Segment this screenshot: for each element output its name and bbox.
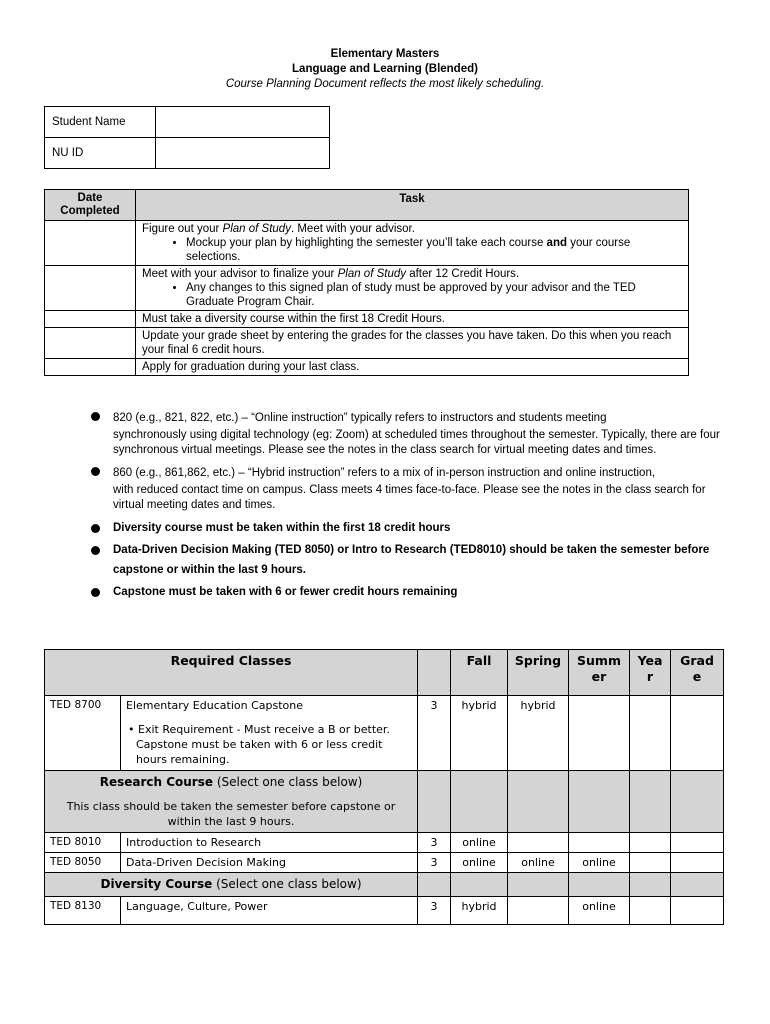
note-research: Data-Driven Decision Making (TED 8050) or Intro to Research (TED8010) should be taken the semester before capstone or within the last 9 hours. <box>88 540 728 580</box>
year-cell[interactable] <box>630 853 671 873</box>
fall-cell: online <box>451 833 508 853</box>
task-cell: Must take a diversity course within the first 18 Credit Hours. <box>136 311 689 328</box>
spring-cell: hybrid <box>508 696 569 771</box>
fall-cell: hybrid <box>451 897 508 925</box>
grade-cell[interactable] <box>671 853 724 873</box>
task-row <box>45 311 689 328</box>
fall-cell: online <box>451 853 508 873</box>
credits: 3 <box>418 833 451 853</box>
task-bullet: • Mockup your plan by highlighting the semester you’ll take each course and your course selections. <box>186 236 682 264</box>
spring-header: Spring <box>508 650 569 696</box>
grade-cell[interactable] <box>671 897 724 925</box>
diversity-section-cell: Diversity Course (Select one class below) <box>45 873 418 897</box>
bullet-icon <box>91 467 100 476</box>
note-hybrid-instruction: 860 (e.g., 861,862, etc.) – “Hybrid instruction” refers to a mix of in-person instruction and online instruction, with reduced contact time on campus. Class meets 4 times face-to-face. Please see the notes in the class search for virtual meeting dates and times. <box>88 463 728 513</box>
summer-cell <box>569 696 630 771</box>
task-row <box>45 266 689 311</box>
program-title: Elementary Masters <box>330 48 440 60</box>
program-subtitle: Language and Learning (Blended) <box>292 63 478 75</box>
task-row <box>45 221 689 266</box>
task-cell: Update your grade sheet by entering the grades for the classes you have taken. Do this when you reach your final 6 credit hours. <box>136 328 689 359</box>
note-capstone: Capstone must be taken with 6 or fewer credit hours remaining <box>88 582 728 602</box>
student-name-label: Student Name <box>45 107 156 138</box>
date-completed-cell[interactable] <box>45 359 136 376</box>
fall-cell: hybrid <box>451 696 508 771</box>
document-description: Course Planning Document reflects the most likely scheduling. <box>225 78 545 90</box>
task-header: Task <box>136 190 689 221</box>
date-completed-cell[interactable] <box>45 328 136 359</box>
section-header-research <box>45 771 724 833</box>
year-header: Yea r <box>630 650 671 696</box>
summer-cell: online <box>569 897 630 925</box>
research-section-cell: Research Course (Select one class below) This class should be taken the semester before capstone or within the last 9 hours. <box>45 771 418 833</box>
section-header-diversity <box>45 873 724 897</box>
bullet-icon <box>91 588 100 597</box>
task-cell: Meet with your advisor to finalize your Plan of Study after 12 Credit Hours. • Any changes to this signed plan of study must be approved by your advisor and the TED Graduate Program Chair. <box>136 266 689 311</box>
nu-id-label: NU ID <box>45 138 156 169</box>
course-code: TED 8700 <box>45 696 121 771</box>
date-completed-cell[interactable] <box>45 311 136 328</box>
summer-cell <box>569 833 630 853</box>
note-diversity: Diversity course must be taken within the first 18 credit hours <box>88 518 728 538</box>
required-classes-header: Required Classes <box>45 650 418 696</box>
note-online-instruction: 820 (e.g., 821, 822, etc.) – “Online instruction” typically refers to instructors and students meeting synchronously using digital technology (eg: Zoom) at scheduled times throughout the semester. Typically, there are four synchronous virtual meetings. Please see the notes in the class search for virtual meeting dates and times. <box>88 408 728 458</box>
spring-cell <box>508 897 569 925</box>
grade-header: Grad e <box>671 650 724 696</box>
date-completed-cell[interactable] <box>45 266 136 311</box>
bullet-icon <box>91 524 100 533</box>
course-title-cell <box>121 696 418 771</box>
table-row <box>45 897 724 925</box>
spring-cell: online <box>508 853 569 873</box>
grade-cell[interactable] <box>671 696 724 771</box>
credits-header <box>418 650 451 696</box>
year-cell[interactable] <box>630 897 671 925</box>
task-cell: Apply for graduation during your last class. <box>136 359 689 376</box>
credits: 3 <box>418 897 451 925</box>
bullet-icon <box>91 546 100 555</box>
year-cell[interactable] <box>630 833 671 853</box>
course-code: TED 8130 <box>45 897 121 925</box>
date-completed-cell[interactable] <box>45 221 136 266</box>
course-title: Data-Driven Decision Making <box>121 853 418 873</box>
task-row <box>45 359 689 376</box>
bullet-icon <box>91 412 100 421</box>
spring-cell <box>508 833 569 853</box>
student-info-table <box>44 106 330 169</box>
task-bullet: • Any changes to this signed plan of study must be approved by your advisor and the TED Graduate Program Chair. <box>186 281 682 309</box>
credits: 3 <box>418 696 451 771</box>
table-row <box>45 696 724 771</box>
task-table <box>44 189 689 376</box>
summer-header: Summ er <box>569 650 630 696</box>
date-completed-header: Date Completed <box>45 190 136 221</box>
course-title: Language, Culture, Power <box>121 897 418 925</box>
year-cell[interactable] <box>630 696 671 771</box>
course-note: • Exit Requirement - Must receive a B or better. Capstone must be taken with 6 or less credit hours remaining. <box>128 723 390 766</box>
credits: 3 <box>418 853 451 873</box>
task-cell: Figure out your Plan of Study. Meet with your advisor. • Mockup your plan by highlighting the semester you’ll take each course and your course selections. <box>136 221 689 266</box>
table-row <box>45 853 724 873</box>
course-code: TED 8010 <box>45 833 121 853</box>
summer-cell: online <box>569 853 630 873</box>
nu-id-field[interactable] <box>156 138 330 169</box>
document-header <box>0 47 770 92</box>
course-title: Elementary Education Capstone <box>126 699 303 712</box>
student-name-field[interactable] <box>156 107 330 138</box>
notes-list <box>88 408 728 604</box>
required-classes-table <box>44 649 724 925</box>
course-title: Introduction to Research <box>121 833 418 853</box>
fall-header: Fall <box>451 650 508 696</box>
course-code: TED 8050 <box>45 853 121 873</box>
table-row <box>45 833 724 853</box>
grade-cell[interactable] <box>671 833 724 853</box>
task-row <box>45 328 689 359</box>
